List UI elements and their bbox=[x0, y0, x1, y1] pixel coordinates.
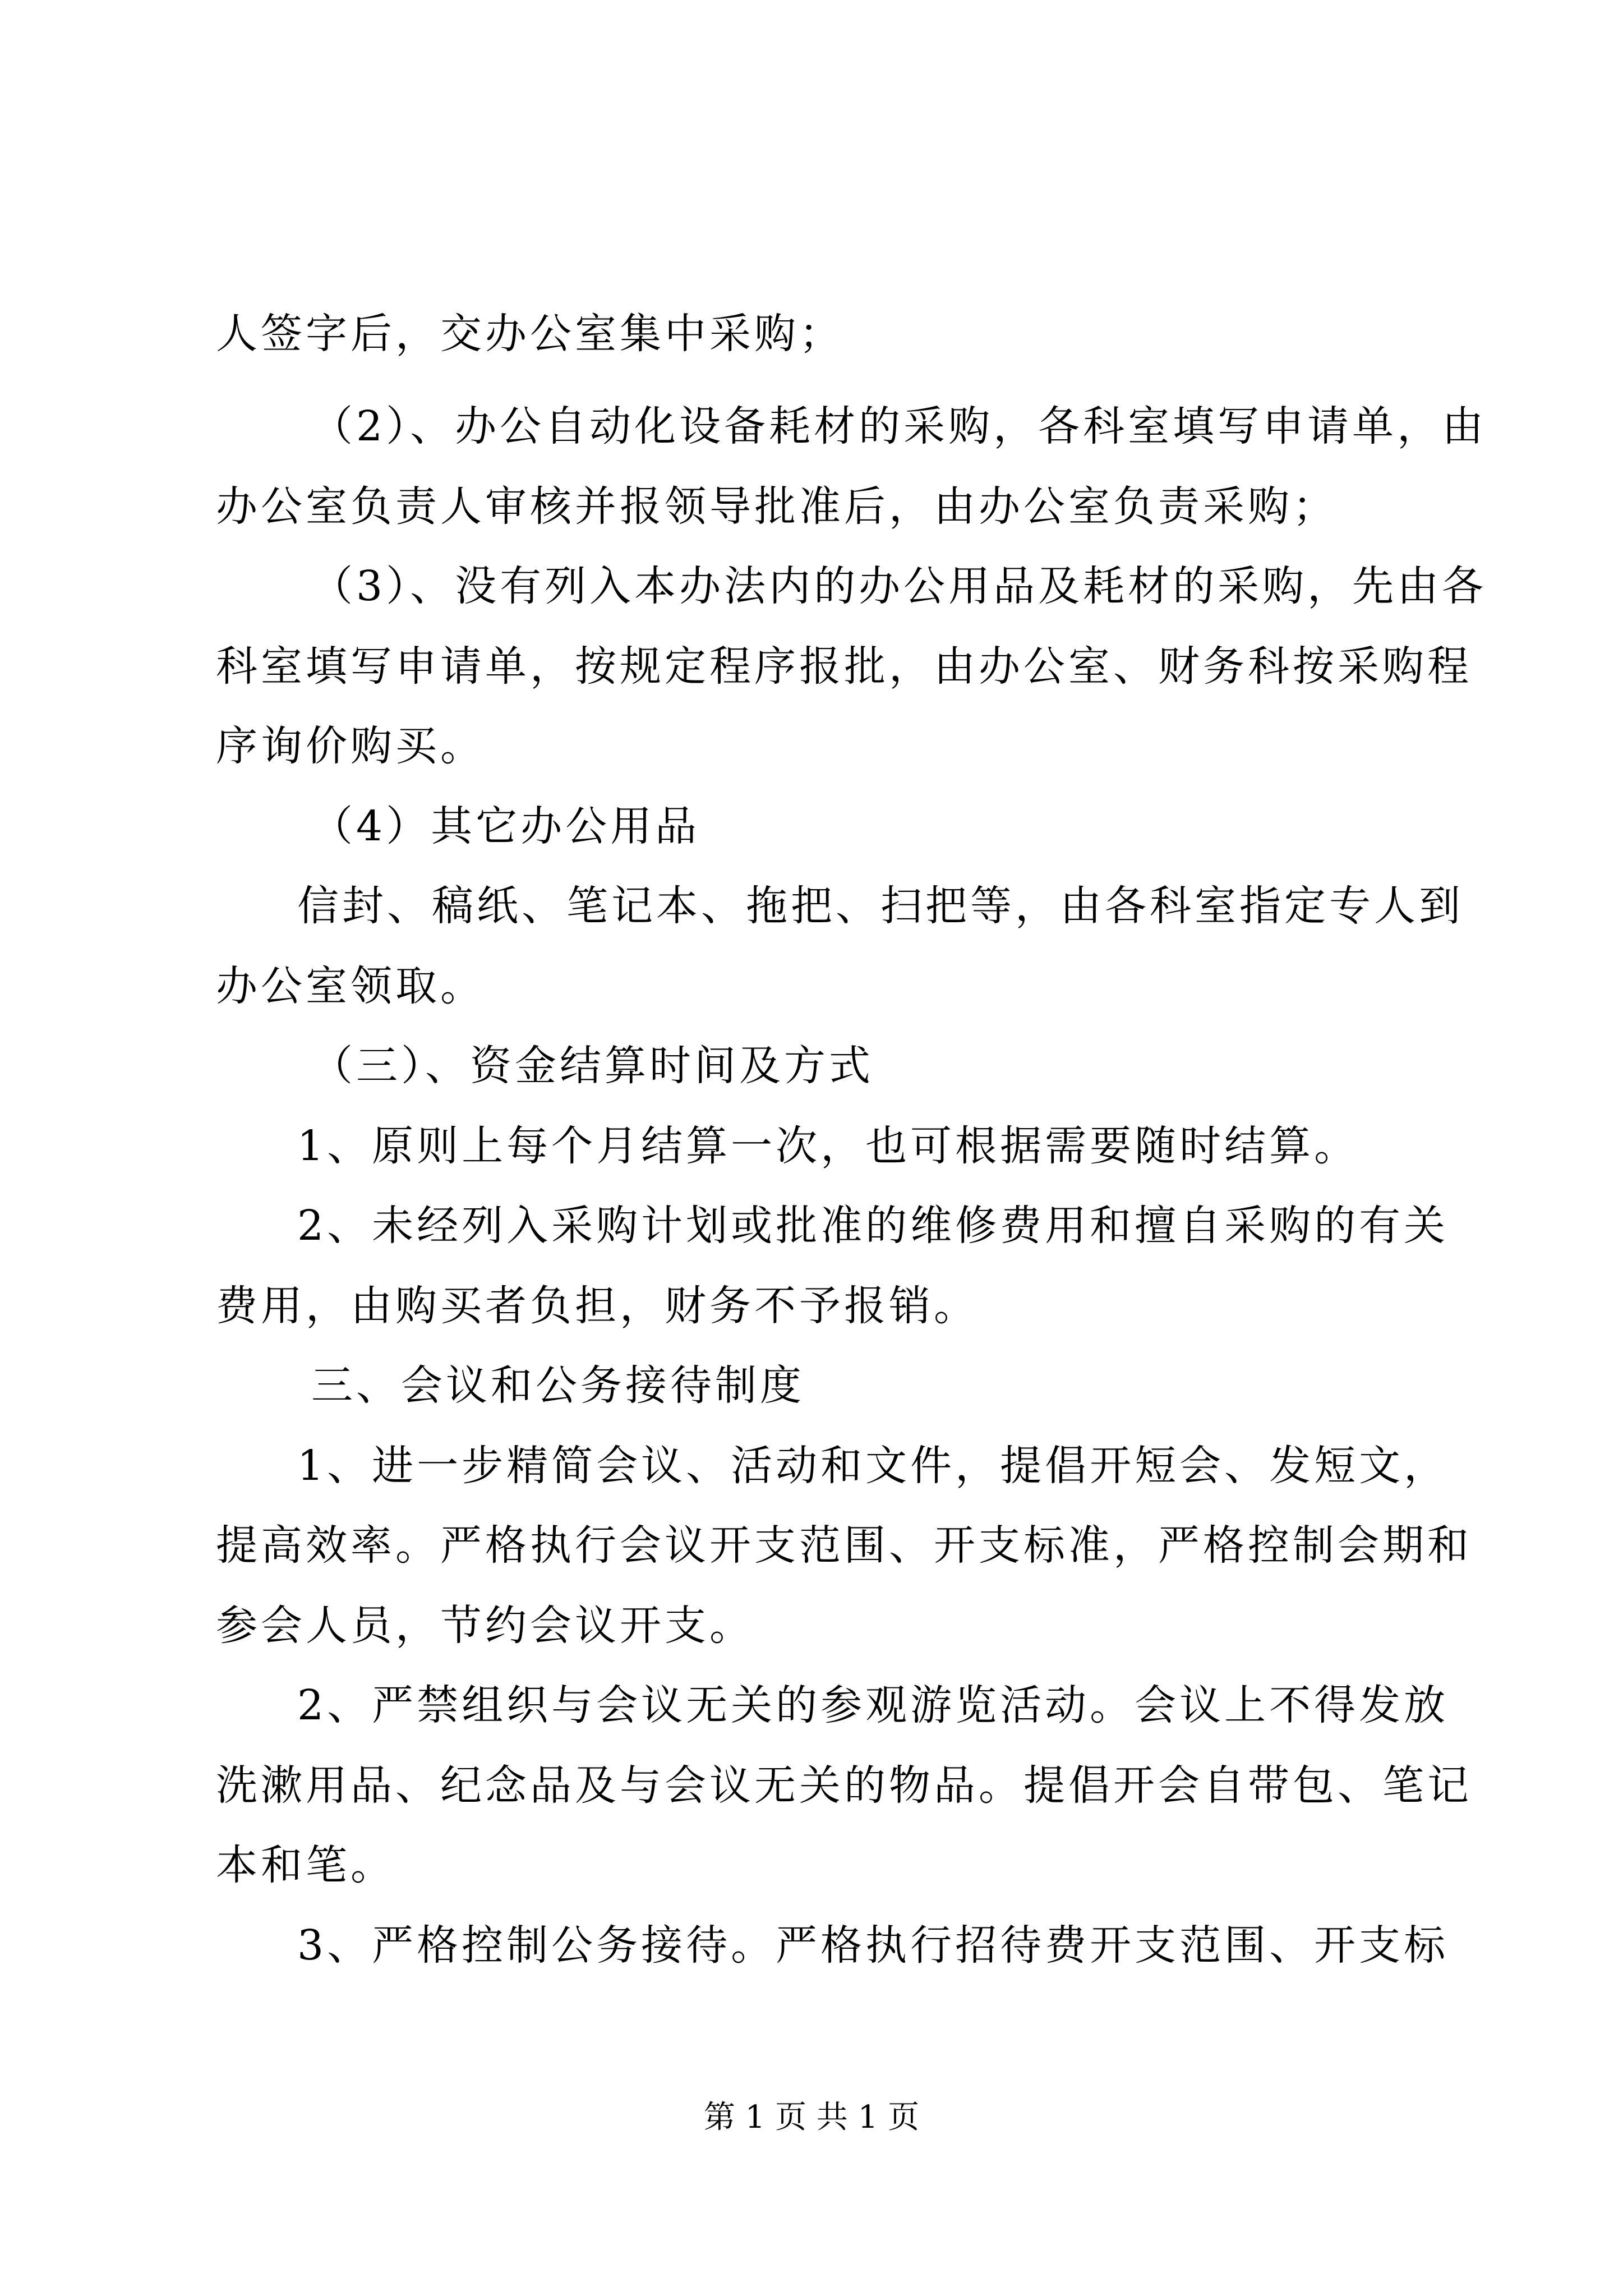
text-line-3: 办公室负责人审核并报领导批准后，由办公室负责采购； bbox=[216, 482, 1338, 531]
text-line-2: （2）、办公自动化设备耗材的采购，各科室填写申请单，由 bbox=[311, 402, 1487, 450]
text-line-7: （4）其它办公用品 bbox=[311, 802, 700, 850]
text-line-19: 洗漱用品、纪念品及与会议无关的物品。提倡开会自带包、笔记 bbox=[216, 1761, 1472, 1810]
text-line-13: 费用，由购买者负担，财务不予报销。 bbox=[216, 1282, 979, 1330]
text-line-11: 1、原则上每个月结算一次，也可根据需要随时结算。 bbox=[297, 1122, 1359, 1170]
text-line-18: 2、严禁组织与会议无关的参观游览活动。会议上不得发放 bbox=[297, 1681, 1449, 1729]
text-line-12: 2、未经列入采购计划或批准的维修费用和擅自采购的有关 bbox=[297, 1202, 1449, 1250]
text-line-20: 本和笔。 bbox=[216, 1841, 395, 1889]
text-line-14: 三、会议和公务接待制度 bbox=[311, 1361, 805, 1410]
page-footer: 第 1 页 共 1 页 bbox=[703, 2099, 920, 2136]
text-line-8: 信封、稿纸、笔记本、拖把、扫把等，由各科室指定专人到 bbox=[297, 882, 1464, 930]
text-line-9: 办公室领取。 bbox=[216, 962, 485, 1010]
text-line-6: 序询价购买。 bbox=[216, 722, 485, 770]
text-line-10: （三）、资金结算时间及方式 bbox=[311, 1042, 874, 1090]
text-line-5: 科室填写申请单，按规定程序报批，由办公室、财务科按采购程 bbox=[216, 642, 1472, 691]
text-line-16: 提高效率。严格执行会议开支范围、开支标准，严格控制会期和 bbox=[216, 1521, 1472, 1570]
text-line-4: （3）、没有列入本办法内的办公用品及耗材的采购，先由各 bbox=[311, 562, 1487, 610]
text-line-21: 3、严格控制公务接待。严格执行招待费开支范围、开支标 bbox=[297, 1921, 1449, 1970]
text-line-1: 人签字后，交办公室集中采购； bbox=[216, 310, 844, 358]
text-line-17: 参会人员，节约会议开支。 bbox=[216, 1602, 754, 1650]
text-line-15: 1、进一步精简会议、活动和文件，提倡开短会、发短文， bbox=[297, 1442, 1449, 1490]
